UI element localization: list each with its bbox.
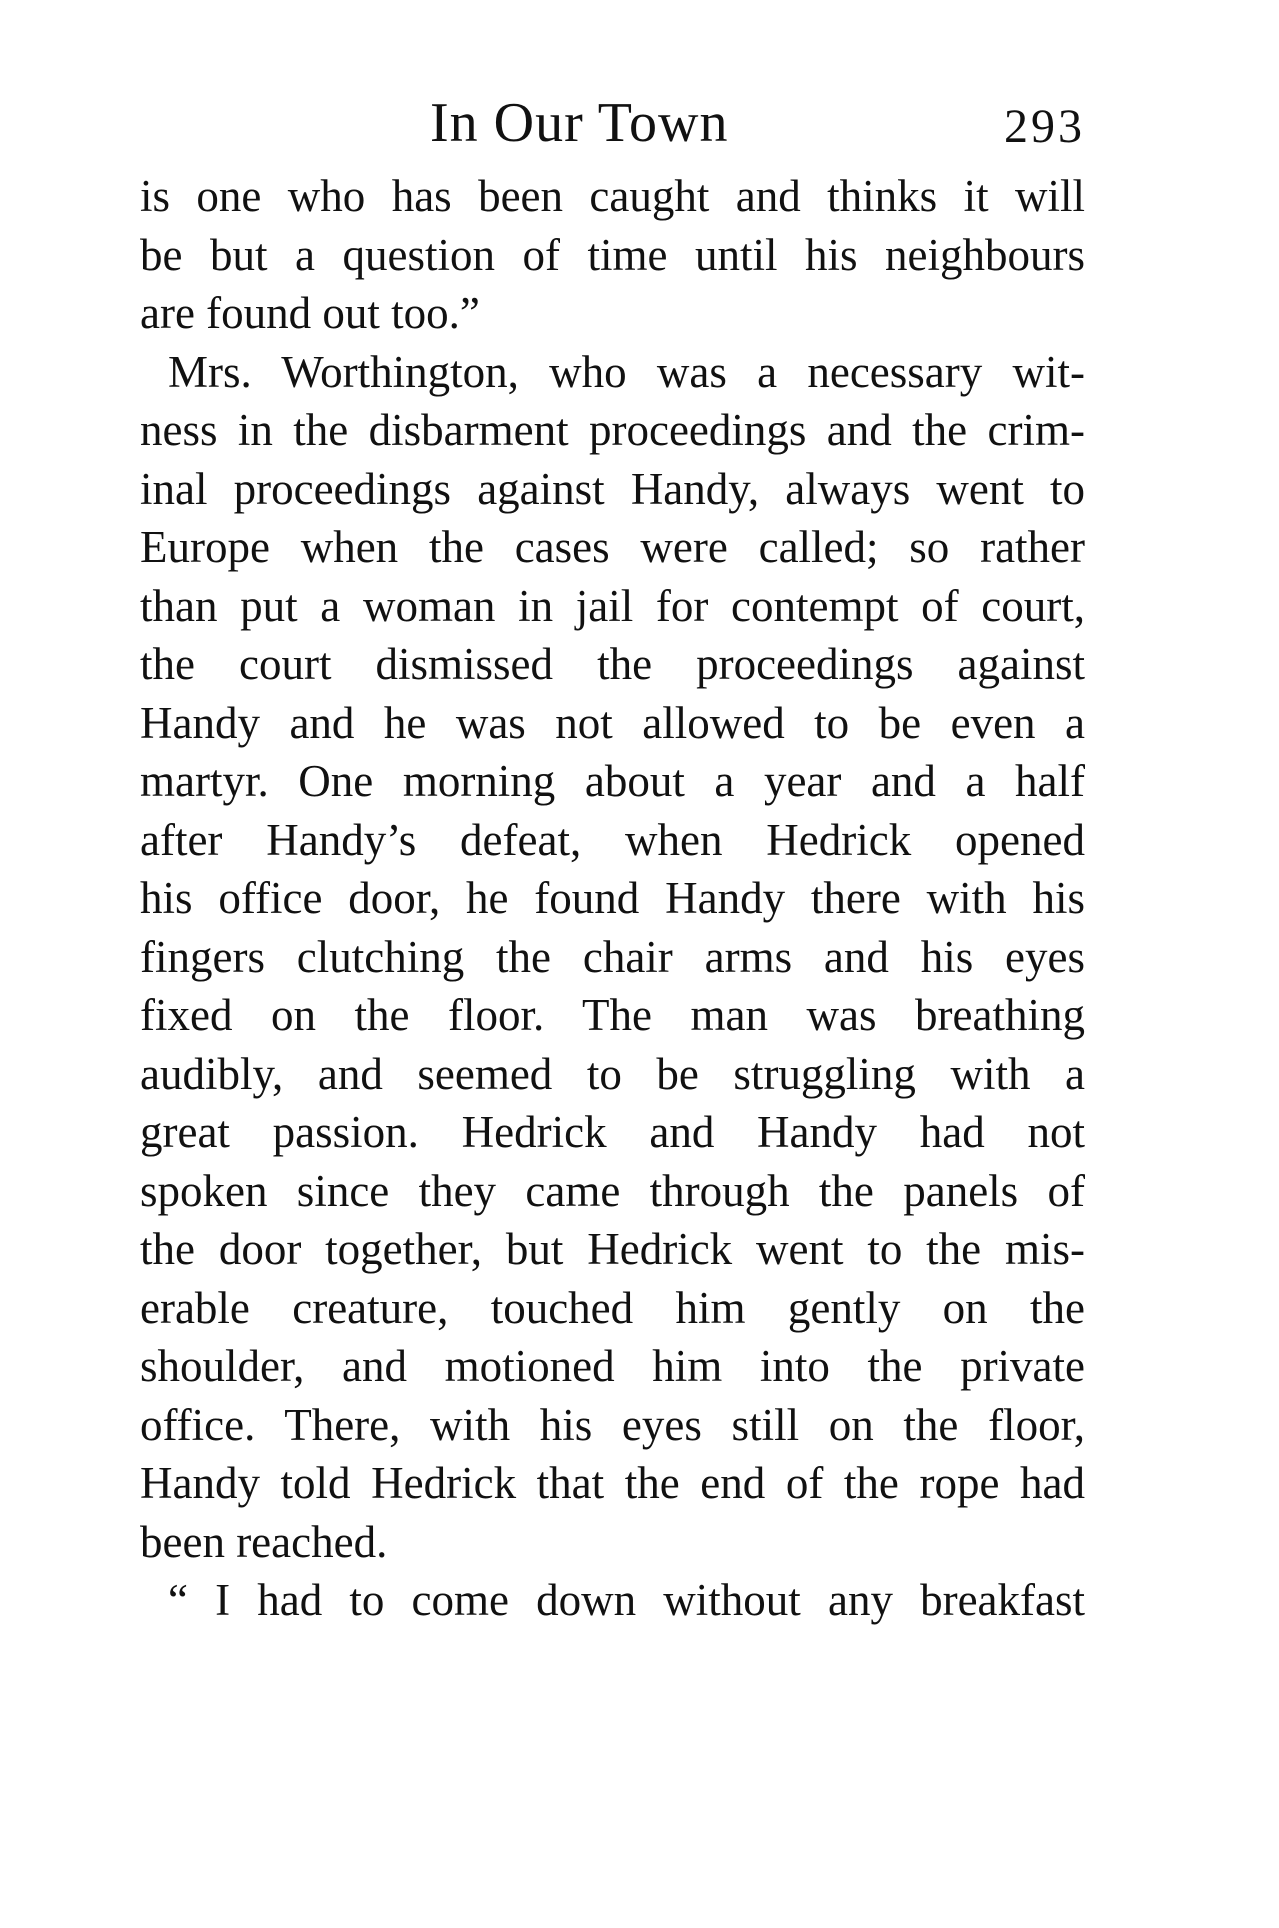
text-line: the door together, but Hedrick went to the mis- [140,1224,1085,1274]
text-line: spoken since they came through the panels of [140,1165,1085,1216]
text-line: been reached. [140,1516,388,1567]
text-line: shoulder, and motioned him into the private [140,1341,1085,1391]
text-line: is one who has been caught and thinks it will [140,171,1085,221]
text-line: fingers clutching the chair arms and his eyes [140,931,1085,982]
text-line: erable creature, touched him gently on the [140,1282,1085,1333]
text-line: ness in the disbarment proceedings and the crim- [140,405,1085,455]
text-line: Europe when the cases were called; so rather [140,522,1085,572]
running-head [140,88,1085,158]
running-title: In Our Town [430,92,729,154]
text-line: audibly, and seemed to be struggling with a [140,1048,1085,1099]
text-line: inal proceedings against Handy, always went to [140,463,1085,514]
text-line: his office door, he found Handy there with his [140,873,1085,923]
text-line: than put a woman in jail for contempt of court, [140,580,1085,631]
text-line: office. There, with his eyes still on the floor, [140,1399,1085,1450]
text-line: the court dismissed the proceedings against [140,639,1085,689]
body-text [140,167,1085,1630]
text-line: martyr. One morning about a year and a half [140,756,1085,806]
page-number: 293 [1004,100,1085,153]
text-line: be but a question of time until his neighbours [140,229,1085,280]
text-line: Mrs. Worthington, who was a necessary wit- [168,346,1085,397]
text-line: after Handy’s defeat, when Hedrick opened [140,814,1085,865]
text-line: Handy and he was not allowed to be even a [140,697,1085,748]
text-line: are found out too.” [140,288,480,338]
text-line: fixed on the floor. The man was breathing [140,990,1085,1040]
text-line: “ I had to come down without any breakfast [168,1575,1085,1625]
text-line: Handy told Hedrick that the end of the rope had [140,1458,1085,1508]
text-line: great passion. Hedrick and Handy had not [140,1107,1085,1157]
